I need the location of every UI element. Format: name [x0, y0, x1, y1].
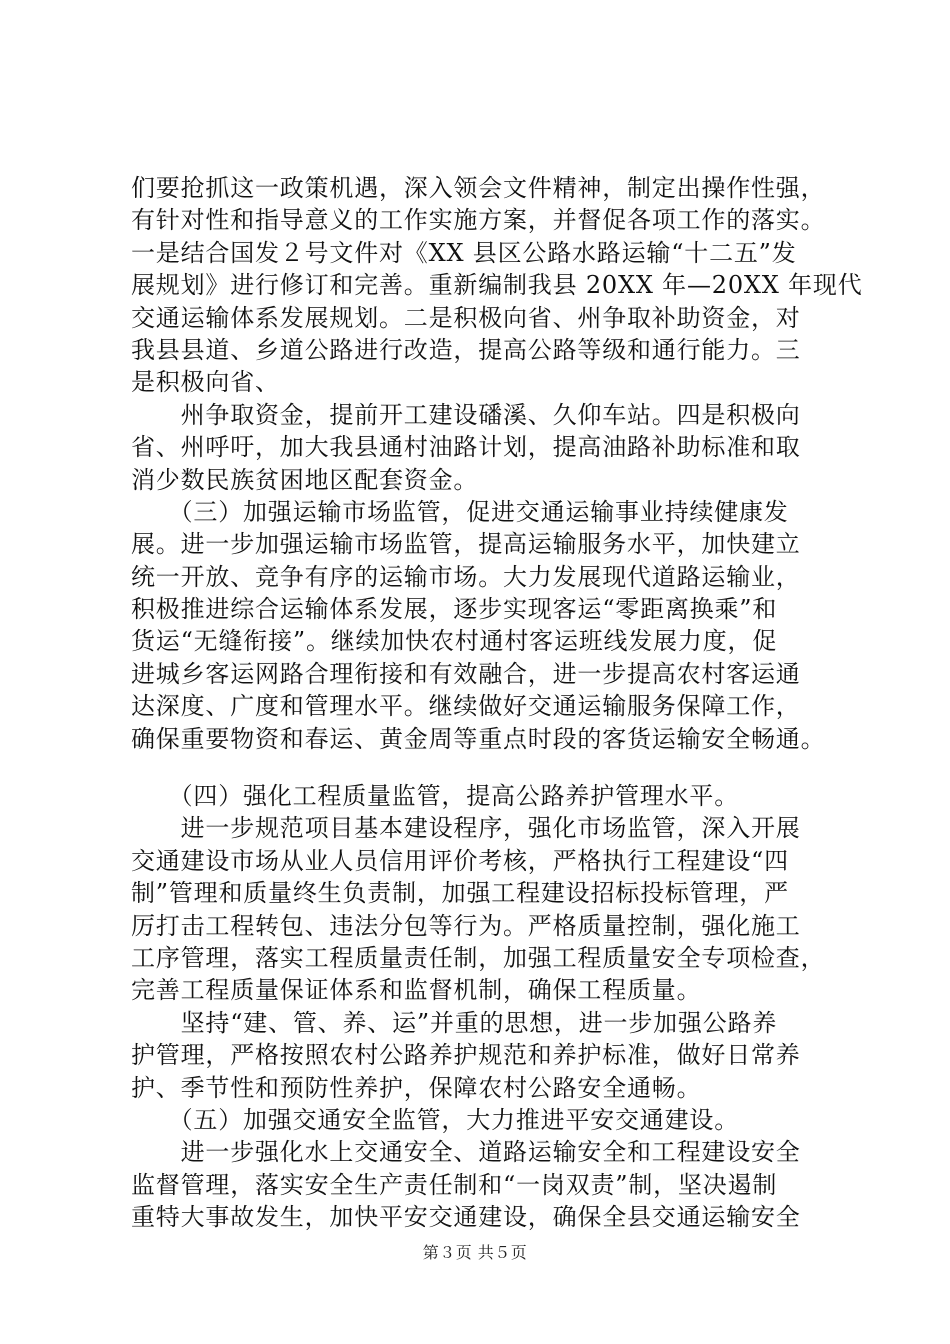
- text-line: 有针对性和指导意义的工作实施方案，并督促各项工作的落实。: [131, 206, 826, 235]
- text-line: 展。进一步加强运输市场监管，提高运输服务水平，加快建立: [131, 530, 801, 559]
- text-line: 达深度、广度和管理水平。继续做好交通运输服务保障工作，: [131, 692, 801, 721]
- text-line: 护管理，严格按照农村公路养护规范和养护标准，做好日常养: [131, 1041, 801, 1070]
- text-line: 制”管理和质量终生负责制，加强工程建设招标投标管理，严: [131, 879, 789, 908]
- paragraph-gap: [131, 755, 831, 780]
- text-line: 交通建设市场从业人员信用评价考核，严格执行工程建设“四: [131, 846, 789, 875]
- text-line: 进城乡客运网路合理衔接和有效融合，进一步提高农村客运通: [131, 659, 801, 688]
- text-line: 重特大事故发生，加快平安交通建设，确保全县交通运输安全: [131, 1203, 801, 1232]
- text-line: 厉打击工程转包、违法分包等行为。严格质量控制，强化施工: [131, 911, 801, 940]
- text-line: 进一步规范项目基本建设程序，强化市场监管，深入开展: [131, 814, 801, 843]
- text-line: 确保重要物资和春运、黄金周等重点时段的客货运输安全畅通。: [131, 724, 826, 753]
- text-line: （三）加强运输市场监管，促进交通运输事业持续健康发: [131, 497, 789, 526]
- document-body: [131, 172, 863, 1234]
- text-line: 统一开放、竞争有序的运输市场。大力发展现代道路运输业，: [131, 562, 801, 591]
- text-line: 消少数民族贫困地区配套资金。: [131, 465, 479, 494]
- text-line: 坚持“建、管、养、运”并重的思想，进一步加强公路养: [131, 1008, 778, 1037]
- text-line: 们要抢抓这一政策机遇，深入领会文件精神，制定出操作性强，: [131, 174, 826, 202]
- text-line: 我县县道、乡道公路进行改造，提高公路等级和通行能力。三: [131, 335, 801, 364]
- text-line: 交通运输体系发展规划。二是积极向省、州争取补助资金，对: [131, 303, 801, 332]
- text-line: 进一步强化水上交通安全、道路运输安全和工程建设安全: [131, 1138, 801, 1167]
- text-line: 州争取资金，提前开工建设磻溪、久仰车站。四是积极向: [131, 400, 801, 429]
- section-heading: （五）加强交通安全监管，大力推进平安交通建设。: [131, 1105, 739, 1134]
- text-line: 护、季节性和预防性养护，保障农村公路安全通畅。: [131, 1073, 702, 1102]
- text-line: 省、州呼吁，加大我县通村油路计划，提高油路补助标准和取: [131, 433, 801, 462]
- text-line: 是积极向省、: [131, 368, 280, 397]
- text-line: 积极推进综合运输体系发展，逐步实现客运“零距离换乘”和: [131, 595, 778, 624]
- text-line: 展规划》进行修订和完善。重新编制我县 20XX 年—20XX 年现代: [131, 271, 863, 300]
- page-number-footer: 第３页 共５页: [422, 1243, 528, 1262]
- text-line: 工序管理，落实工程质量责任制，加强工程质量安全专项检查，: [131, 943, 826, 972]
- text-line: 监督管理，落实安全生产责任制和“一岗双责”制，坚决遏制: [131, 1170, 778, 1199]
- section-heading: （四）强化工程质量监管，提高公路养护管理水平。: [131, 782, 739, 811]
- text-line: 一是结合国发２号文件对《XX 县区公路水路运输“十二五”发: [131, 238, 797, 267]
- text-line: 货运“无缝衔接”。继续加快农村通村客运班线发展力度，促: [131, 627, 778, 656]
- text-line: 完善工程质量保证体系和监督机制，确保工程质量。: [131, 976, 702, 1005]
